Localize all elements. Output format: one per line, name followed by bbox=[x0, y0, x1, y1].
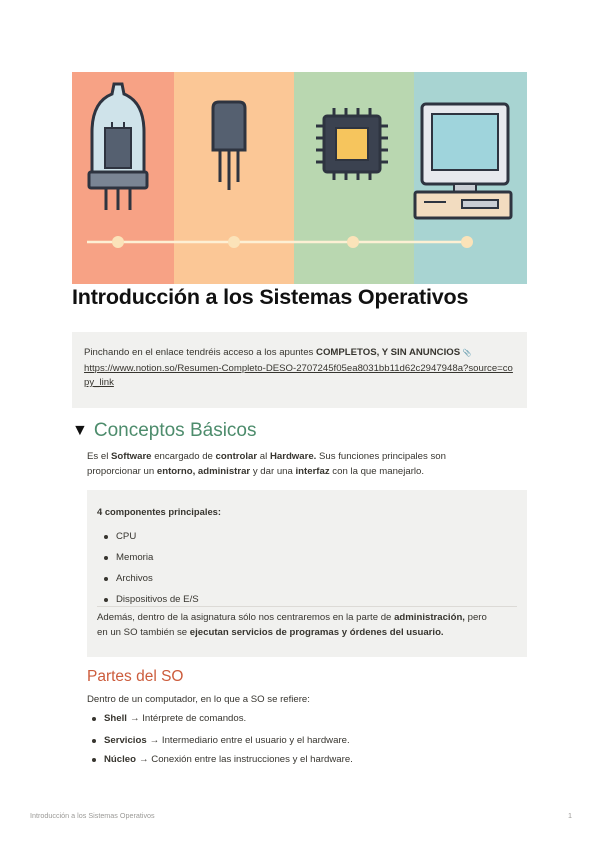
partes-desc: → Conexión entre las instrucciones y el hardware. bbox=[139, 754, 353, 765]
toggle-heading-conceptos[interactable] bbox=[72, 420, 257, 442]
partes-item-shell bbox=[92, 713, 246, 724]
vacuum-tube-icon bbox=[89, 84, 147, 210]
list-item-label: Memoria bbox=[116, 552, 154, 563]
bullet-icon bbox=[104, 598, 108, 602]
partes-intro: Dentro de un computador, en lo que a SO se refiere: bbox=[87, 694, 310, 705]
cover-illustration bbox=[72, 72, 527, 284]
callout-text-bold: COMPLETOS, Y SIN ANUNCIOS bbox=[316, 347, 461, 358]
bullet-icon bbox=[92, 717, 96, 721]
list-item bbox=[104, 526, 199, 547]
callout-text-pre: Pinchando en el enlace tendréis acceso a los apuntes bbox=[84, 347, 317, 358]
partes-term: Shell bbox=[104, 713, 127, 724]
page-title: Introducción a los Sistemas Operativos bbox=[72, 285, 469, 309]
partes-term: Servicios bbox=[104, 735, 147, 746]
partes-desc: → Intermediario entre el usuario y el hardware. bbox=[149, 735, 350, 746]
bullet-icon bbox=[104, 535, 108, 539]
toggle-triangle-icon[interactable]: ▼ bbox=[72, 422, 88, 439]
intro-text: Es el bbox=[87, 451, 111, 462]
callout-block bbox=[72, 332, 527, 408]
partes-desc: → Intérprete de comandos. bbox=[129, 713, 247, 724]
list-item-label: Archivos bbox=[116, 573, 153, 584]
components-title: 4 componentes principales: bbox=[97, 506, 221, 517]
footer-title: Introducción a los Sistemas Operativos bbox=[30, 811, 155, 820]
intro-text: encargado de bbox=[151, 451, 216, 462]
bullet-icon bbox=[104, 577, 108, 581]
cover-image bbox=[72, 72, 527, 284]
partes-item-nucleo bbox=[92, 754, 353, 765]
components-list bbox=[104, 526, 199, 610]
components-callout bbox=[87, 490, 527, 657]
transistor-icon bbox=[213, 102, 245, 190]
note-text: en un SO también se bbox=[97, 627, 190, 638]
intro-text: y dar una bbox=[250, 466, 296, 477]
paperclip-icon: 📎 bbox=[462, 350, 472, 357]
callout-text bbox=[84, 346, 515, 362]
bullet-icon bbox=[104, 556, 108, 560]
divider bbox=[97, 606, 517, 607]
partes-item-servicios bbox=[92, 735, 350, 746]
computer-icon bbox=[415, 104, 511, 218]
intro-bold: Hardware. bbox=[269, 451, 317, 462]
partes-heading: Partes del SO bbox=[87, 668, 184, 685]
intro-text: proporcionar un bbox=[87, 466, 157, 477]
list-item bbox=[104, 547, 199, 568]
list-item bbox=[104, 568, 199, 589]
intro-text: con la que manejarlo. bbox=[329, 466, 425, 477]
microchip-icon bbox=[316, 108, 388, 180]
note-text: Además, dentro de la asignatura sólo nos centraremos en la parte de bbox=[97, 612, 395, 623]
intro-text: al bbox=[257, 451, 270, 462]
footer-page-number: 1 bbox=[568, 811, 572, 820]
list-item-label: Dispositivos de E/S bbox=[116, 594, 199, 605]
bullet-icon bbox=[92, 739, 96, 743]
section-heading: Conceptos Básicos bbox=[93, 420, 257, 441]
notion-link[interactable]: https://www.notion.so/Resumen-Completo-DESO-2707245f05ea8031bb11d62c2947948a?source=copy_link bbox=[84, 362, 513, 388]
intro-bold: Software bbox=[111, 451, 152, 462]
note-bold: ejecutan servicios de programas y órdenes del usuario. bbox=[189, 627, 444, 638]
note-text: pero bbox=[464, 612, 487, 623]
bullet-icon bbox=[92, 758, 96, 762]
intro-bold: interfaz bbox=[295, 466, 330, 477]
intro-paragraph bbox=[87, 449, 527, 479]
intro-text: Sus funciones principales son bbox=[316, 451, 446, 462]
partes-term: Núcleo bbox=[104, 754, 136, 765]
intro-bold: entorno, administrar bbox=[156, 466, 251, 477]
list-item-label: CPU bbox=[116, 531, 137, 542]
intro-bold: controlar bbox=[215, 451, 258, 462]
note-bold: administración, bbox=[394, 612, 465, 623]
components-note bbox=[97, 610, 517, 640]
